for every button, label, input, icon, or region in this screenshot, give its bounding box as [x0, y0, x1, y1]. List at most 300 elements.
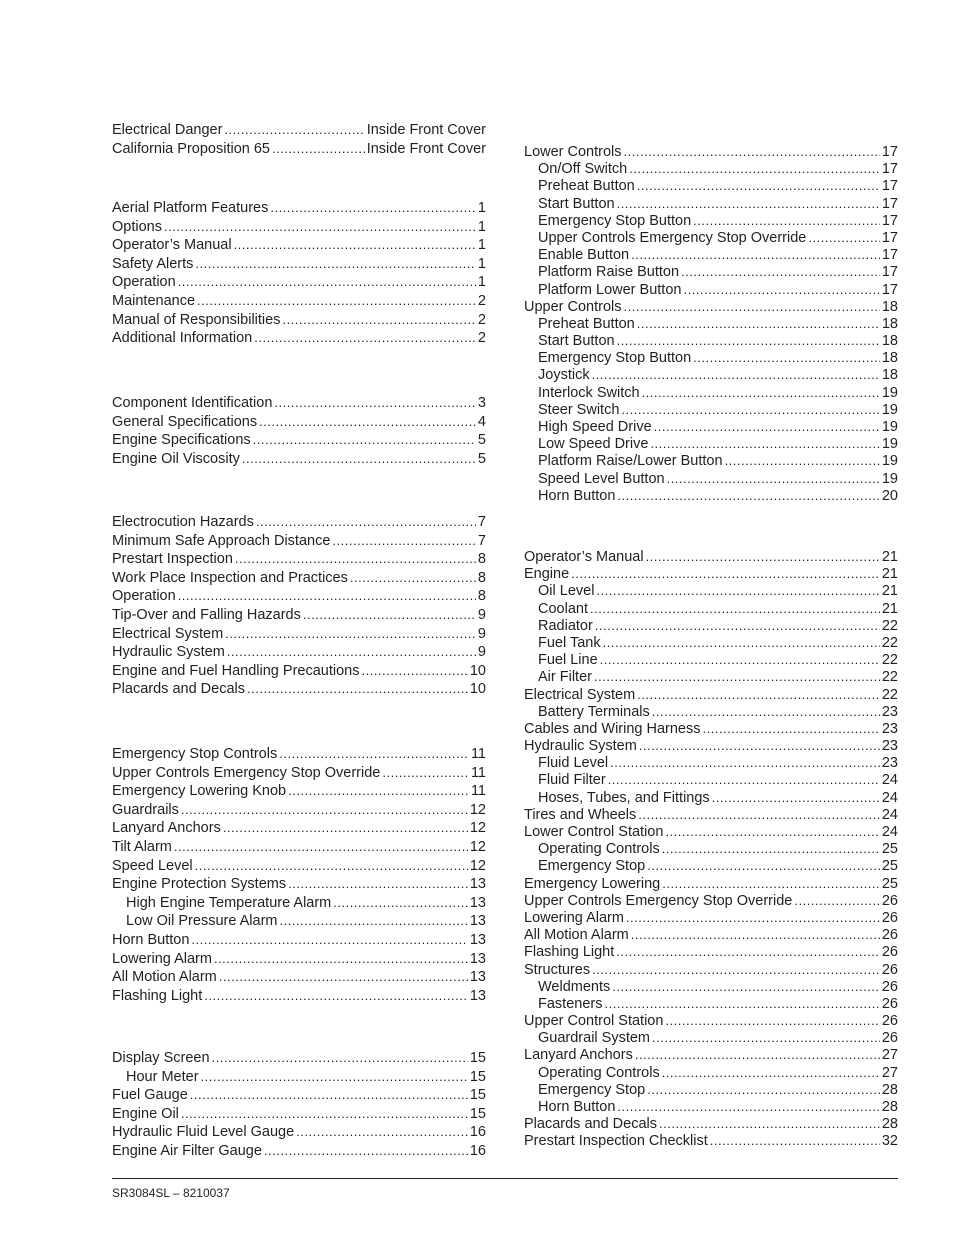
toc-entry-title: Weldments — [538, 978, 611, 995]
toc-entry-title: Upper Controls Emergency Stop Override — [524, 892, 793, 909]
dot-leader — [646, 548, 880, 565]
toc-entry-title: Hydraulic Fluid Level Gauge — [112, 1124, 295, 1141]
toc-entry[interactable] — [112, 782, 486, 801]
toc-entry[interactable] — [112, 199, 486, 218]
toc-group — [112, 513, 486, 699]
dot-leader — [652, 1029, 880, 1046]
toc-page-number: 17 — [881, 144, 898, 160]
toc-page-number: 18 — [881, 367, 898, 384]
toc-page-number: 9 — [477, 625, 486, 642]
toc-page-number: 21 — [881, 549, 898, 565]
toc-entry[interactable] — [524, 143, 898, 160]
toc-page-number: 22 — [881, 652, 898, 669]
dot-leader — [197, 292, 476, 311]
toc-entry[interactable] — [524, 737, 898, 754]
dot-leader — [571, 565, 880, 582]
toc-entry[interactable] — [112, 625, 486, 644]
toc-page-number: 19 — [881, 470, 898, 487]
dot-leader — [629, 160, 880, 177]
toc-entry[interactable] — [112, 413, 486, 432]
toc-page-number: 19 — [881, 453, 898, 470]
dot-leader — [259, 413, 476, 432]
toc-entry[interactable] — [524, 926, 898, 943]
toc-page-number: 26 — [881, 995, 898, 1012]
toc-page-number: 18 — [881, 350, 898, 367]
toc-page-number: 26 — [881, 927, 898, 944]
toc-entry[interactable] — [524, 582, 898, 599]
toc-entry[interactable] — [112, 273, 486, 292]
toc-page-number: 26 — [881, 1030, 898, 1047]
toc-page-number: 13 — [469, 969, 486, 986]
dot-leader — [333, 894, 468, 913]
dot-leader — [681, 263, 880, 280]
toc-entry-title: Minimum Safe Approach Distance — [112, 532, 331, 549]
toc-entry-title: Emergency Stop — [538, 1081, 646, 1098]
toc-entry[interactable] — [112, 532, 486, 551]
dot-leader — [270, 199, 476, 218]
dot-leader — [665, 823, 879, 840]
toc-page-number: Inside Front Cover — [366, 140, 486, 157]
toc-entry[interactable] — [524, 160, 898, 177]
dot-leader — [592, 961, 880, 978]
toc-entry[interactable] — [524, 840, 898, 857]
toc-entry[interactable] — [524, 195, 898, 212]
toc-entry[interactable] — [112, 1068, 486, 1087]
toc-page-number: 15 — [469, 1087, 486, 1104]
dot-leader — [610, 754, 880, 771]
toc-page-number: 2 — [477, 292, 486, 309]
dot-leader — [662, 875, 880, 892]
toc-entry[interactable] — [112, 587, 486, 606]
toc-entry-title: Guardrails — [112, 801, 179, 818]
toc-entry[interactable] — [524, 418, 898, 435]
dot-leader — [662, 840, 880, 857]
toc-entry-title: Start Button — [538, 333, 615, 350]
dot-leader — [254, 329, 476, 348]
dot-leader — [190, 1086, 468, 1105]
toc-entry[interactable] — [112, 912, 486, 931]
toc-entry-title: Speed Level Button — [538, 470, 665, 487]
toc-entry-title: Electrocution Hazards — [112, 514, 254, 530]
toc-page-number: 20 — [881, 487, 898, 504]
toc-page-number: 1 — [477, 274, 486, 291]
toc-entry[interactable] — [112, 931, 486, 950]
dot-leader — [631, 246, 880, 263]
toc-entry[interactable] — [112, 801, 486, 820]
toc-entry-title: Upper Controls Emergency Stop Override — [112, 764, 381, 781]
toc-page-number: 22 — [881, 686, 898, 703]
toc-entry[interactable] — [524, 565, 898, 582]
toc-entry[interactable] — [524, 617, 898, 634]
dot-leader — [595, 617, 880, 634]
toc-entry[interactable] — [112, 643, 486, 662]
toc-entry-title: Low Oil Pressure Alarm — [126, 913, 278, 930]
toc-entry-title: Maintenance — [112, 292, 196, 309]
dot-leader — [296, 1123, 468, 1142]
toc-page-number: 11 — [470, 746, 486, 762]
toc-page-number: 16 — [469, 1142, 486, 1159]
dot-leader — [382, 764, 469, 783]
dot-leader — [617, 332, 880, 349]
toc-entry[interactable] — [524, 487, 898, 504]
dot-leader — [637, 315, 880, 332]
toc-entry-title: Operating Controls — [538, 841, 660, 858]
toc-entry[interactable] — [112, 1123, 486, 1142]
toc-entry[interactable] — [524, 892, 898, 909]
toc-entry[interactable] — [524, 349, 898, 366]
toc-entry[interactable] — [524, 789, 898, 806]
toc-entry[interactable] — [112, 292, 486, 311]
toc-entry[interactable] — [524, 298, 898, 315]
toc-entry[interactable] — [524, 771, 898, 788]
dot-leader — [659, 1115, 880, 1132]
toc-page-number: 19 — [881, 384, 898, 401]
toc-entry[interactable] — [524, 384, 898, 401]
toc-page-number: 22 — [881, 634, 898, 651]
toc-entry[interactable] — [524, 600, 898, 617]
toc-entry-title: Flashing Light — [524, 944, 615, 961]
dot-leader — [631, 926, 880, 943]
toc-entry-title: On/Off Switch — [538, 161, 628, 178]
toc-entry-title: Low Speed Drive — [538, 436, 649, 453]
toc-page-number: 1 — [477, 200, 486, 216]
toc-entry[interactable] — [112, 140, 486, 159]
dot-leader — [214, 950, 468, 969]
toc-entry-title: Lowering Alarm — [112, 950, 212, 967]
toc-entry-title: Aerial Platform Features — [112, 200, 269, 216]
toc-entry[interactable] — [112, 764, 486, 783]
toc-entry[interactable] — [112, 450, 486, 469]
toc-page-number: 5 — [477, 432, 486, 449]
toc-page-number: 13 — [469, 894, 486, 911]
toc-page-number: 2 — [477, 330, 486, 347]
dot-leader — [253, 431, 476, 450]
toc-entry[interactable] — [524, 177, 898, 194]
toc-page-number: 12 — [469, 838, 486, 855]
toc-entry-title: All Motion Alarm — [524, 927, 629, 944]
dot-leader — [652, 703, 880, 720]
toc-entry-title: Fuel Tank — [538, 634, 601, 651]
dot-leader — [288, 782, 469, 801]
toc-entry[interactable] — [112, 431, 486, 450]
toc-page-number: 21 — [881, 600, 898, 617]
dot-leader — [223, 819, 468, 838]
toc-entry[interactable] — [524, 212, 898, 229]
toc-page-number: 13 — [469, 931, 486, 948]
toc-entry[interactable] — [112, 394, 486, 413]
toc-entry[interactable] — [524, 1029, 898, 1046]
toc-entry-title: Upper Control Station — [524, 1013, 664, 1030]
toc-page-number: 1 — [477, 218, 486, 235]
dot-leader — [650, 435, 879, 452]
toc-entry[interactable] — [112, 513, 486, 532]
toc-entry-title: Emergency Lowering Knob — [112, 783, 287, 800]
toc-entry[interactable] — [112, 987, 486, 1006]
dot-leader — [590, 600, 880, 617]
toc-group — [112, 745, 486, 1005]
dot-leader — [191, 931, 467, 950]
toc-entry[interactable] — [524, 703, 898, 720]
toc-entry[interactable] — [524, 315, 898, 332]
toc-entry[interactable] — [524, 1064, 898, 1081]
toc-group — [112, 199, 486, 348]
toc-entry[interactable] — [524, 470, 898, 487]
toc-entry-title: Platform Raise Button — [538, 264, 680, 281]
toc-page-number: 27 — [881, 1064, 898, 1081]
toc-page-number: 19 — [881, 401, 898, 418]
toc-entry[interactable] — [112, 894, 486, 913]
toc-entry-title: California Proposition 65 — [112, 140, 270, 157]
document-number: SR3084SL – 8210037 — [112, 1186, 230, 1200]
toc-page-number: 15 — [469, 1105, 486, 1122]
dot-leader — [604, 995, 879, 1012]
toc-entry-title: Hoses, Tubes, and Fittings — [538, 789, 710, 806]
dot-leader — [596, 582, 879, 599]
toc-entry-title: Preheat Button — [538, 178, 635, 195]
toc-entry[interactable] — [524, 806, 898, 823]
toc-entry[interactable] — [112, 968, 486, 987]
toc-entry[interactable] — [524, 823, 898, 840]
toc-page-number: 8 — [477, 588, 486, 605]
dot-leader — [616, 943, 880, 960]
toc-entry[interactable] — [524, 1012, 898, 1029]
toc-entry[interactable] — [524, 548, 898, 565]
toc-entry[interactable] — [112, 329, 486, 348]
toc-page-number: 19 — [881, 419, 898, 435]
toc-page-number: 18 — [881, 315, 898, 332]
toc-entry[interactable] — [112, 606, 486, 625]
toc-entry[interactable] — [112, 875, 486, 894]
toc-entry[interactable] — [524, 366, 898, 383]
toc-entry[interactable] — [524, 857, 898, 874]
dot-leader — [647, 1081, 880, 1098]
toc-entry-title: Emergency Stop Button — [538, 212, 692, 229]
toc-page-number: 3 — [477, 395, 486, 411]
toc-entry-title: Engine Protection Systems — [112, 876, 287, 893]
toc-entry-title: Platform Raise/Lower Button — [538, 453, 723, 470]
toc-entry[interactable] — [524, 1098, 898, 1115]
dot-leader — [603, 634, 880, 651]
toc-page-number: 12 — [469, 820, 486, 837]
toc-page-number: 23 — [881, 738, 898, 755]
dot-leader — [725, 452, 880, 469]
dot-leader — [612, 978, 880, 995]
dot-leader — [794, 892, 879, 909]
toc-page-number: 21 — [881, 583, 898, 600]
toc-entry[interactable] — [524, 668, 898, 685]
toc-entry[interactable] — [524, 961, 898, 978]
dot-leader — [219, 968, 468, 987]
toc-entry[interactable] — [112, 121, 486, 140]
dot-leader — [693, 349, 880, 366]
toc-page-number: 28 — [881, 1116, 898, 1133]
toc-entry[interactable] — [112, 857, 486, 876]
dot-leader — [280, 912, 468, 931]
dot-leader — [282, 311, 475, 330]
dot-leader — [608, 771, 880, 788]
toc-group — [524, 143, 898, 504]
dot-leader — [667, 470, 880, 487]
dot-leader — [256, 513, 476, 532]
dot-leader — [710, 1132, 880, 1149]
dot-leader — [594, 668, 880, 685]
toc-entry-title: Hour Meter — [126, 1068, 199, 1085]
toc-page-number: 23 — [881, 755, 898, 772]
toc-page-number: 8 — [477, 551, 486, 568]
dot-leader — [703, 720, 880, 737]
toc-entry[interactable] — [524, 634, 898, 651]
toc-page-number: 24 — [881, 824, 898, 840]
toc-entry-title: Engine — [524, 566, 570, 583]
toc-page-number: 10 — [469, 662, 486, 679]
dot-leader — [654, 418, 880, 435]
toc-entry-title: Fluid Filter — [538, 772, 606, 789]
dot-leader — [234, 236, 476, 255]
toc-page-number: 18 — [881, 298, 898, 315]
toc-entry[interactable] — [524, 263, 898, 280]
toc-entry-title: Placards and Decals — [112, 681, 245, 698]
toc-entry[interactable] — [112, 311, 486, 330]
toc-entry[interactable] — [524, 1115, 898, 1132]
dot-leader — [617, 1098, 879, 1115]
toc-page-number: 26 — [881, 961, 898, 978]
toc-entry[interactable] — [112, 745, 486, 764]
toc-entry[interactable] — [112, 569, 486, 588]
toc-entry[interactable] — [524, 401, 898, 418]
toc-entry[interactable] — [524, 943, 898, 960]
toc-page-number: 13 — [469, 876, 486, 893]
toc-entry-title: Operation — [112, 274, 176, 291]
toc-entry[interactable] — [524, 720, 898, 737]
toc-entry[interactable] — [112, 680, 486, 699]
toc-page-number: 24 — [881, 772, 898, 789]
toc-entry[interactable] — [524, 452, 898, 469]
toc-entry[interactable] — [524, 978, 898, 995]
toc-entry-title: Speed Level — [112, 857, 193, 874]
toc-entry[interactable] — [112, 1105, 486, 1124]
toc-page-number: 24 — [881, 789, 898, 806]
toc-entry-title: High Speed Drive — [538, 419, 652, 435]
dot-leader — [332, 532, 476, 551]
dot-leader — [683, 281, 879, 298]
dot-leader — [212, 1049, 468, 1068]
toc-entry[interactable] — [524, 1132, 898, 1149]
toc-entry-title: Hydraulic System — [524, 738, 637, 755]
toc-entry[interactable] — [524, 754, 898, 771]
toc-entry-title: Manual of Responsibilities — [112, 311, 281, 328]
toc-entry-title: Tilt Alarm — [112, 838, 172, 855]
toc-page-number: 13 — [469, 987, 486, 1004]
toc-page-number: 9 — [477, 606, 486, 623]
toc-entry-title: Prestart Inspection Checklist — [524, 1133, 708, 1150]
toc-entry-title: Placards and Decals — [524, 1116, 657, 1133]
toc-page-number: 1 — [477, 237, 486, 254]
dot-leader — [808, 229, 879, 246]
dot-leader — [617, 195, 880, 212]
toc-group — [112, 394, 486, 468]
toc-entry-title: Safety Alerts — [112, 255, 194, 272]
dot-leader — [178, 273, 476, 292]
dot-leader — [637, 686, 880, 703]
dot-leader — [201, 1068, 468, 1087]
dot-leader — [600, 651, 880, 668]
toc-page-number: 17 — [881, 195, 898, 212]
toc-entry[interactable] — [524, 332, 898, 349]
dot-leader — [350, 569, 476, 588]
toc-page-number: 32 — [881, 1133, 898, 1150]
toc-entry[interactable] — [524, 995, 898, 1012]
toc-entry[interactable] — [112, 550, 486, 569]
toc-entry[interactable] — [112, 819, 486, 838]
toc-entry[interactable] — [112, 1049, 486, 1068]
toc-entry[interactable] — [112, 255, 486, 274]
toc-entry-title: Engine Oil Viscosity — [112, 450, 240, 467]
toc-page-number: 13 — [469, 913, 486, 930]
dot-leader — [662, 1064, 880, 1081]
toc-entry-title: Structures — [524, 961, 591, 978]
toc-entry[interactable] — [112, 218, 486, 237]
toc-entry[interactable] — [524, 1046, 898, 1063]
dot-leader — [637, 177, 880, 194]
toc-entry[interactable] — [524, 909, 898, 926]
toc-entry[interactable] — [524, 875, 898, 892]
dot-leader — [361, 662, 467, 681]
toc-entry-title: Operation — [112, 588, 176, 605]
toc-entry[interactable] — [112, 236, 486, 255]
toc-entry-title: Operating Controls — [538, 1064, 660, 1081]
dot-leader — [195, 857, 468, 876]
toc-entry[interactable] — [524, 229, 898, 246]
toc-page-number: 27 — [881, 1047, 898, 1064]
toc-entry[interactable] — [112, 1086, 486, 1105]
toc-page-number: 22 — [881, 669, 898, 686]
dot-leader — [638, 806, 880, 823]
toc-entry[interactable] — [524, 686, 898, 703]
toc-entry[interactable] — [112, 662, 486, 681]
toc-entry-title: Cables and Wiring Harness — [524, 720, 701, 737]
toc-entry[interactable] — [524, 1081, 898, 1098]
toc-entry-title: Operator’s Manual — [524, 549, 644, 565]
dot-leader — [247, 680, 468, 699]
toc-entry[interactable] — [112, 838, 486, 857]
dot-leader — [639, 737, 880, 754]
toc-entry[interactable] — [112, 950, 486, 969]
toc-entry-title: Radiator — [538, 617, 593, 634]
toc-entry-title: Fuel Gauge — [112, 1087, 188, 1104]
toc-entry[interactable] — [524, 281, 898, 298]
toc-entry[interactable] — [524, 651, 898, 668]
toc-entry[interactable] — [112, 1142, 486, 1161]
toc-page-number: 17 — [881, 178, 898, 195]
toc-entry-title: All Motion Alarm — [112, 969, 217, 986]
dot-leader — [178, 587, 476, 606]
toc-page-number: 26 — [881, 892, 898, 909]
dot-leader — [621, 401, 879, 418]
toc-entry[interactable] — [524, 435, 898, 452]
dot-leader — [264, 1142, 468, 1161]
dot-leader — [227, 643, 476, 662]
toc-page-number: 17 — [881, 247, 898, 264]
dot-leader — [617, 487, 879, 504]
toc-page-number: 18 — [881, 333, 898, 350]
toc-entry-title: Engine Specifications — [112, 432, 251, 449]
toc-page-number: 28 — [881, 1081, 898, 1098]
toc-page-number: 12 — [469, 801, 486, 818]
toc-page-number: 5 — [477, 450, 486, 467]
toc-entry[interactable] — [524, 246, 898, 263]
toc-entry-title: Guardrail System — [538, 1030, 651, 1047]
toc-page-number: 17 — [881, 264, 898, 281]
